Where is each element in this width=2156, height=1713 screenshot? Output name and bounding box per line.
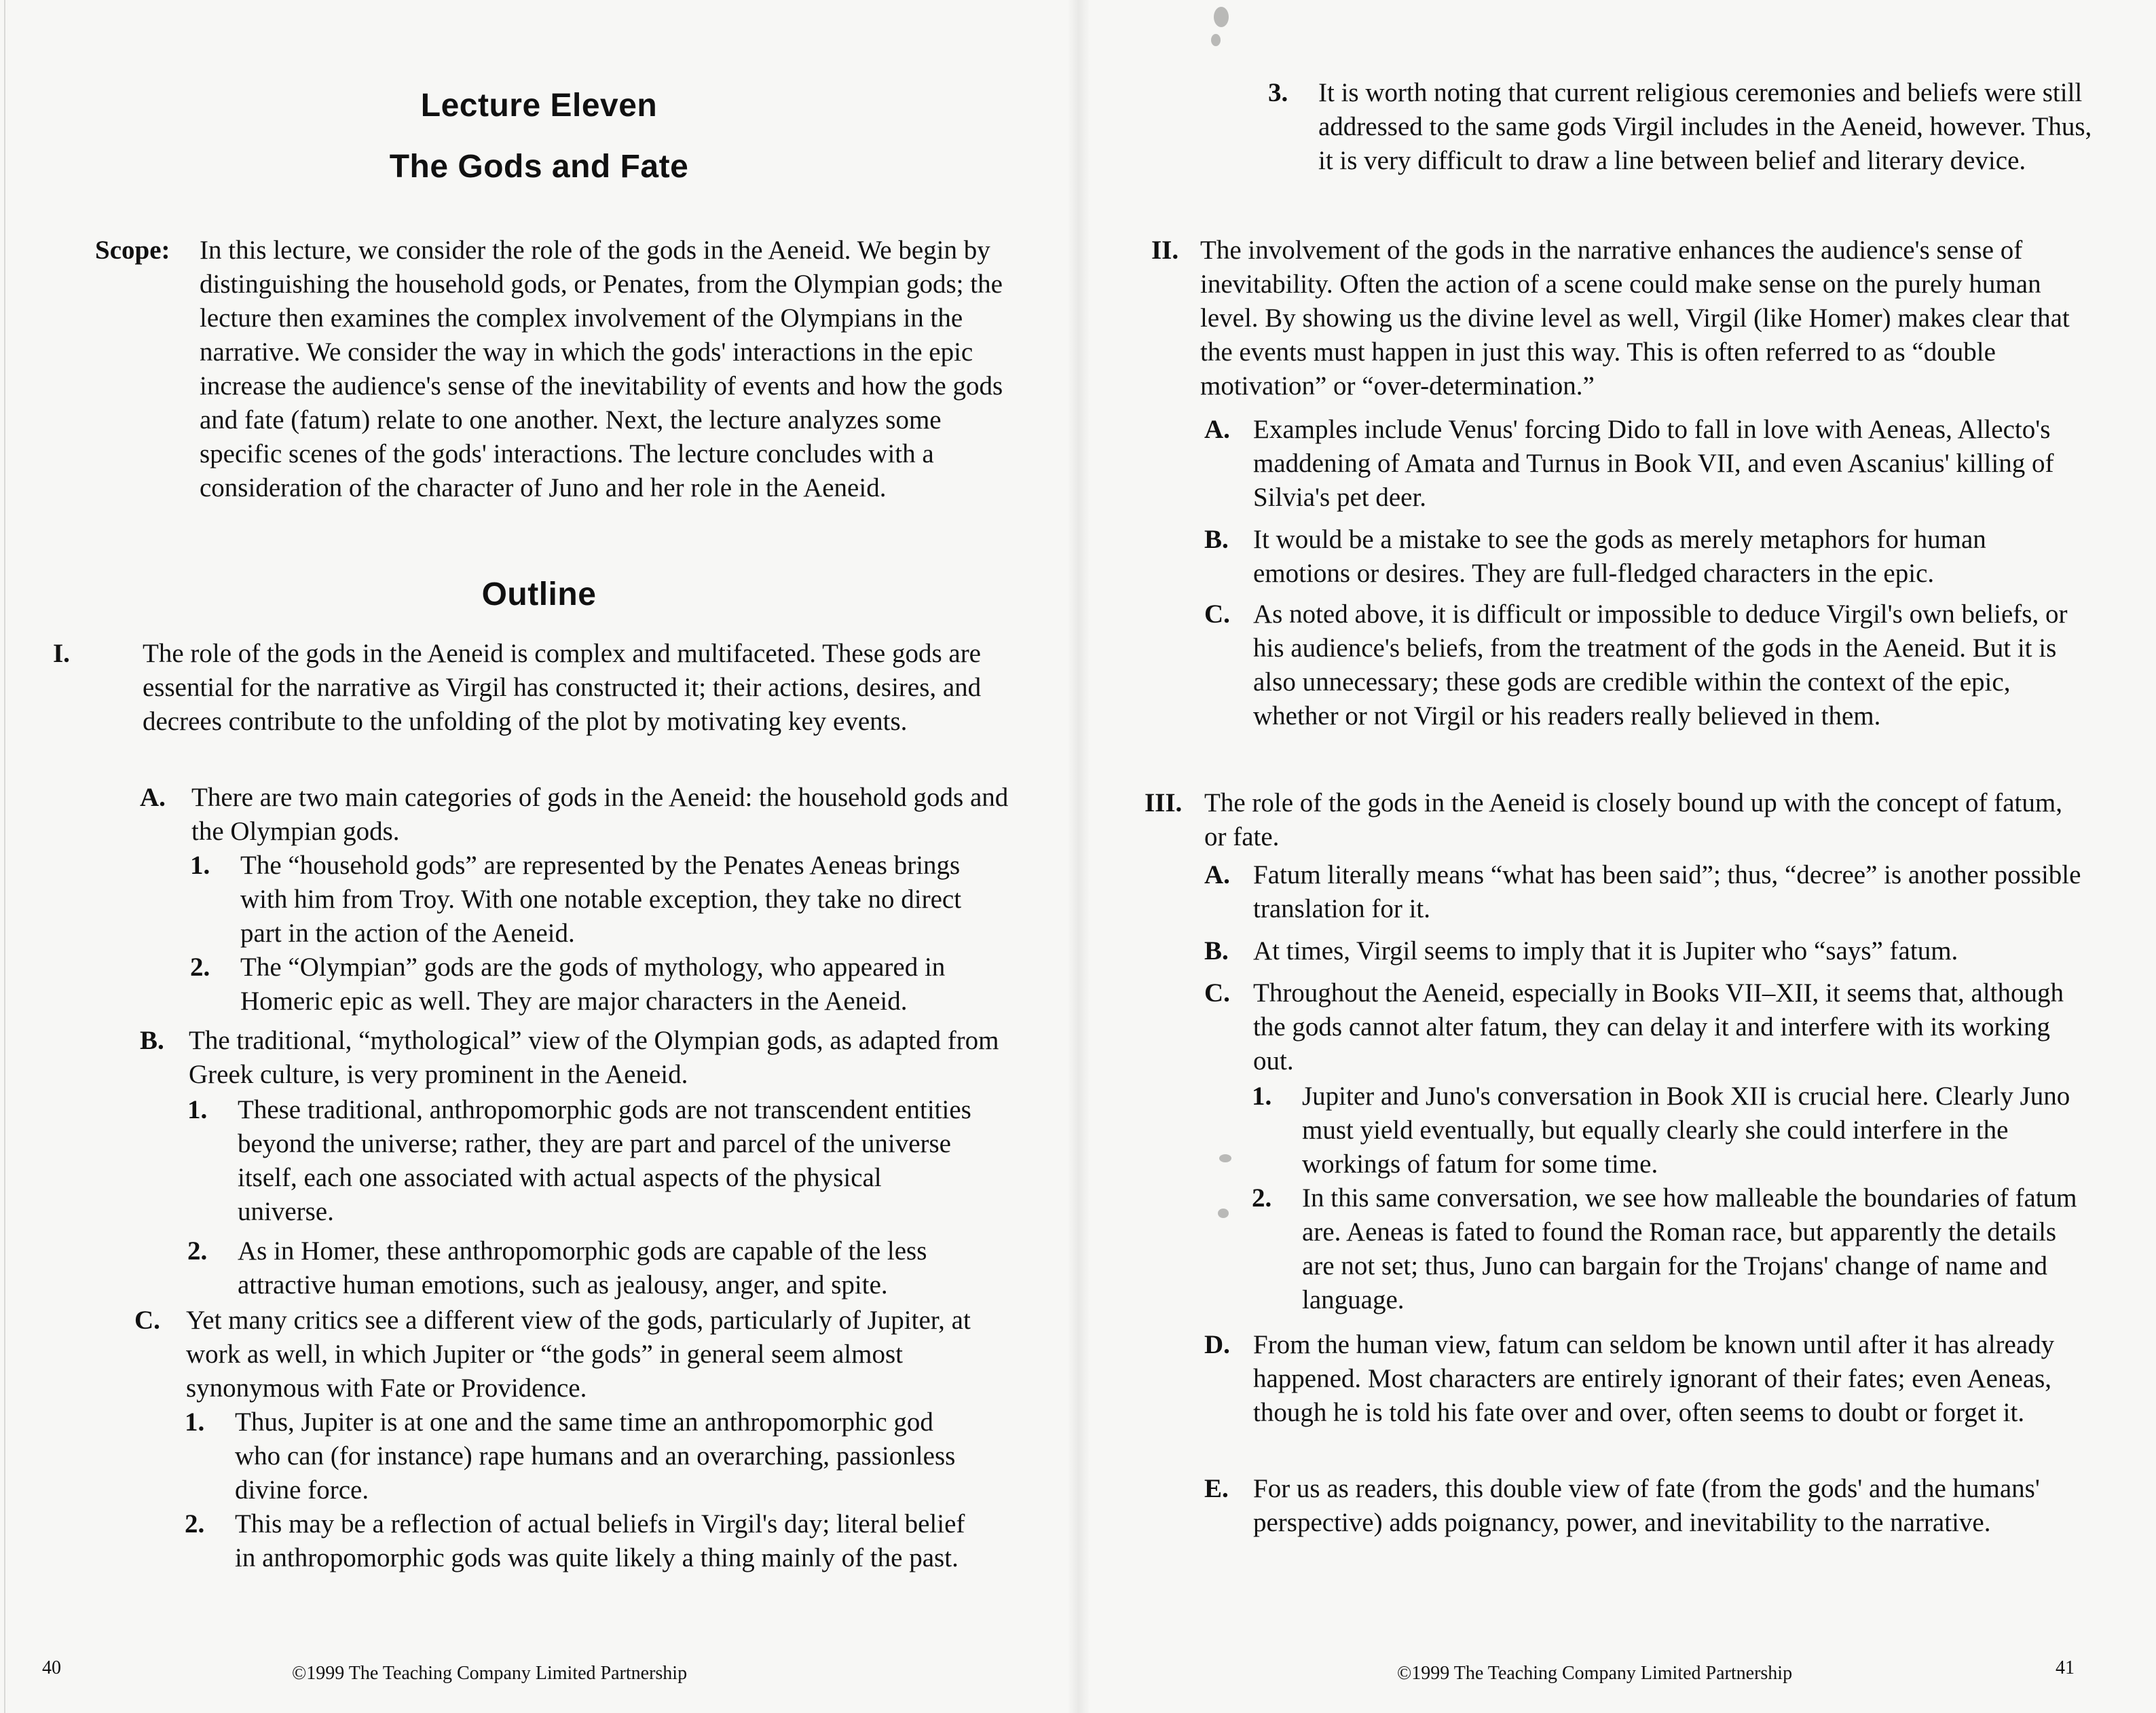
outline-item-IA1: The “household gods” are represented by the Penates Aeneas brings with him from Troy. With one notable exception, they take no direct part in the action of the Aeneid. [240, 851, 962, 948]
outline-item-IC1: Thus, Jupiter is at one and the same time an anthropomorphic god who can (for instance) rape humans and an overarching, passionless divine force. [235, 1407, 956, 1505]
outline-item-IIIC1: Jupiter and Juno's conversation in Book XII is crucial here. Clearly Juno must yield eventually, but equally clearly she could interfere in the workings of fatum for some time. [1302, 1082, 2070, 1179]
outline-item-IIB-label: B. [1204, 525, 1229, 554]
outline-item-I: The role of the gods in the Aeneid is complex and multifaceted. These gods are essential for the narrative as Virgil has constructed it; their actions, desires, and decrees contribute to the unfolding of the plot by motivating key events. [143, 639, 982, 736]
right-page [1078, 0, 2156, 1713]
outline-item-IIIB: At times, Virgil seems to imply that it is Jupiter who “says” fatum. [1253, 936, 1958, 965]
outline-item-IIC: As noted above, it is difficult or impossible to deduce Virgil's own beliefs, or his audience's beliefs, from the treatment of the gods in the Aeneid. But it is also unnecessary; these gods are credible within the context of the epic, whether or not Virgil or his readers really believed in them. [1253, 600, 2068, 731]
outline-item-III-label: III. [1145, 788, 1183, 817]
outline-item-IIC-label: C. [1204, 600, 1230, 629]
outline-item-IA: There are two main categories of gods in the Aeneid: the household gods and the Olympian gods. [191, 783, 1009, 846]
outline-item-IIIC2: In this same conversation, we see how malleable the boundaries of fatum are. Aeneas is fated to found the Roman race, but apparently the details are not set; thus, Juno can bargain for the Trojans' change of name and language. [1302, 1183, 2077, 1314]
outline-item-IC2: This may be a reflection of actual beliefs in Virgil's day; literal belief in anthropomorphic gods was quite likely a thing mainly of the past. [235, 1509, 965, 1572]
outline-item-IC3-label: 3. [1268, 78, 1288, 107]
lecture-subtitle: The Gods and Fate [389, 149, 689, 185]
outline-item-IIIA-label: A. [1204, 860, 1230, 889]
scan-speck [1214, 7, 1229, 27]
outline-item-IC1-label: 1. [185, 1407, 205, 1437]
page-number-left: 40 [42, 1657, 61, 1678]
scan-speck [1218, 1209, 1229, 1218]
outline-item-IA2: The “Olympian” gods are the gods of mythology, who appeared in Homeric epic as well. They are major characters in the Aeneid. [240, 953, 946, 1016]
outline-item-IB2-label: 2. [187, 1236, 208, 1266]
outline-item-IB1: These traditional, anthropomorphic gods are not transcendent entities beyond the universe; rather, they are part and parcel of the universe itself, each one associated with actual aspects of the physical universe. [238, 1095, 971, 1226]
outline-item-IB2: As in Homer, these anthropomorphic gods are capable of the less attractive human emotions, such as jealousy, anger, and spite. [238, 1236, 927, 1300]
outline-item-IC3: It is worth noting that current religious ceremonies and beliefs were still addressed to the same gods Virgil includes in the Aeneid, however. Thus, it is very difficult to draw a line between belief and literary device. [1318, 78, 2092, 175]
outline-item-IIIB-label: B. [1204, 936, 1229, 965]
outline-item-IIA: Examples include Venus' forcing Dido to fall in love with Aeneas, Allecto's maddening of Amata and Turnus in Book VII, and even Ascanius' killing of Silvia's pet deer. [1253, 415, 2054, 512]
outline-item-II: The involvement of the gods in the narrative enhances the audience's sense of inevitability. Often the action of a scene could make sense on the purely human level. By showing us the divine level as well, Virgil (like Homer) makes clear that the events must happen in just this way. This is often referred to as “double motivation” or “over-determination.” [1200, 236, 2070, 401]
outline-item-IIIC-label: C. [1204, 978, 1230, 1008]
outline-item-IIA-label: A. [1204, 415, 1230, 444]
outline-item-IC2-label: 2. [185, 1509, 205, 1539]
outline-item-III: The role of the gods in the Aeneid is closely bound up with the concept of fatum, or fate. [1204, 788, 2062, 851]
outline-item-II-label: II. [1151, 236, 1179, 265]
scope-text: In this lecture, we consider the role of the gods in the Aeneid. We begin by distinguishing the household gods, or Penates, from the Olympian gods; the lecture then examines the complex involvement of the Olympians in the narrative. We consider the way in which the gods' interactions in the epic increase the audience's sense of the inevitability of events and how the gods and fate (fatum) relate to one another. Next, the lecture analyzes some specific scenes of the gods' interactions. The lecture concludes with a consideration of the character of Juno and her role in the Aeneid. [200, 236, 1003, 502]
outline-item-IC-label: C. [134, 1306, 160, 1335]
outline-item-IIIE-label: E. [1204, 1474, 1229, 1503]
scan-speck [1219, 1154, 1231, 1162]
copyright-footer-left: ©1999 The Teaching Company Limited Partnership [292, 1663, 688, 1684]
scope-label: Scope: [95, 236, 170, 265]
outline-item-IIIC2-label: 2. [1252, 1183, 1272, 1213]
outline-item-IB-label: B. [140, 1026, 164, 1055]
page-number-right: 41 [2056, 1657, 2075, 1678]
outline-item-IB: The traditional, “mythological” view of the Olympian gods, as adapted from Greek culture, is very prominent in the Aeneid. [189, 1026, 999, 1089]
outline-item-IC: Yet many critics see a different view of the gods, particularly of Jupiter, at work as well, in which Jupiter or “the gods” in general seem almost synonymous with Fate or Providence. [186, 1306, 971, 1403]
outline-item-IIID-label: D. [1204, 1330, 1230, 1359]
outline-item-IIB: It would be a mistake to see the gods as merely metaphors for human emotions or desires. They are full-fledged characters in the epic. [1253, 525, 1986, 588]
outline-item-I-label: I. [53, 639, 70, 668]
outline-heading: Outline [481, 576, 597, 612]
copyright-footer-right: ©1999 The Teaching Company Limited Partnership [1397, 1663, 1793, 1684]
outline-item-IA2-label: 2. [190, 953, 210, 982]
scan-speck [1211, 34, 1221, 46]
lecture-title: Lecture Eleven [420, 88, 658, 124]
outline-item-IA1-label: 1. [190, 851, 210, 880]
outline-item-IIID: From the human view, fatum can seldom be known until after it has already happened. Most characters are entirely ignorant of their fates; even Aeneas, though he is told his fate over and over, often seems to doubt or forget it. [1253, 1330, 2055, 1427]
outline-item-IB1-label: 1. [187, 1095, 208, 1124]
outline-item-IA-label: A. [140, 783, 166, 812]
outline-item-IIIC: Throughout the Aeneid, especially in Books VII–XII, it seems that, although the gods cannot alter fatum, they can delay it and interfere with its working out. [1253, 978, 2064, 1075]
outline-item-IIIC1-label: 1. [1252, 1082, 1272, 1111]
outline-item-IIIE: For us as readers, this double view of fate (from the gods' and the humans' perspective) adds poignancy, power, and inevitability to the narrative. [1253, 1474, 2040, 1537]
outline-item-IIIA: Fatum literally means “what has been said”; thus, “decree” is another possible translation for it. [1253, 860, 2081, 923]
